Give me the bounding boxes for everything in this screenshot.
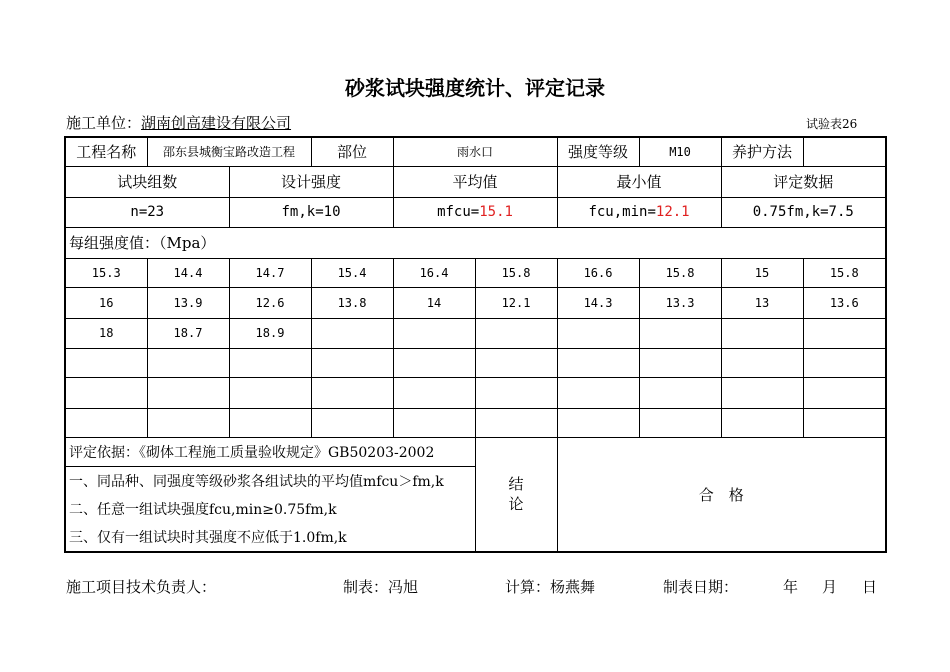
- strength-cell: [311, 377, 393, 408]
- strength-cell: [229, 348, 311, 377]
- basis-item-1: 一、同品种、同强度等级砂浆各组试块的平均值mfcu＞fm,k: [65, 466, 475, 495]
- part-value: 雨水口: [393, 137, 557, 166]
- stats-value-row: [65, 197, 886, 227]
- strength-cell: [147, 348, 229, 377]
- strength-cell: 13.3: [639, 287, 721, 318]
- strength-cell: [147, 377, 229, 408]
- stats-header-minimum: 最小值: [557, 166, 721, 197]
- footer-month: 月: [822, 578, 838, 596]
- strength-cell: 14: [393, 287, 475, 318]
- stats-header-design: 设计强度: [229, 166, 393, 197]
- strength-cell: 14.4: [147, 258, 229, 287]
- strength-cell: [311, 408, 393, 437]
- basis-item-3: 三、仅有一组试块时其强度不应低于1.0fm,k: [65, 523, 475, 552]
- strength-cell: 13.6: [803, 287, 886, 318]
- strength-cell: [721, 348, 803, 377]
- strength-row: [65, 348, 886, 377]
- strength-cell: [803, 377, 886, 408]
- stats-evaluation-value: 0.75fm,k=7.5: [721, 197, 886, 227]
- strength-cell: [639, 348, 721, 377]
- part-label: 部位: [311, 137, 393, 166]
- strength-grade-label: 强度等级: [557, 137, 639, 166]
- stats-header-evaluation: 评定数据: [721, 166, 886, 197]
- strength-cell: 15.3: [65, 258, 147, 287]
- stats-minimum-value: 12.1: [655, 204, 690, 220]
- curing-method-value: [803, 137, 886, 166]
- conclusion-label-char1: 结: [508, 475, 524, 493]
- strength-cell: [311, 348, 393, 377]
- conclusion-value: 合 格: [557, 437, 886, 552]
- strength-cell: [393, 318, 475, 348]
- page-title: 砂浆试块强度统计、评定记录: [345, 76, 605, 100]
- strength-cell: 16: [65, 287, 147, 318]
- stats-header-average: 平均值: [393, 166, 557, 197]
- strength-row: [65, 258, 886, 287]
- strength-cell: [721, 377, 803, 408]
- conclusion-label: [475, 437, 557, 552]
- strength-cell: [639, 377, 721, 408]
- strength-cell: [229, 408, 311, 437]
- group-strength-label: 每组强度值：（Mpa）: [65, 227, 886, 258]
- stats-count-value: n=23: [65, 197, 229, 227]
- strength-cell: [475, 348, 557, 377]
- form-number: 试验表26: [806, 117, 858, 131]
- strength-row: [65, 408, 886, 437]
- group-strength-label-row: [65, 227, 886, 258]
- stats-average-cell: [393, 197, 557, 227]
- stats-header-count: 试块组数: [65, 166, 229, 197]
- conclusion-label-char2: 论: [508, 495, 524, 513]
- strength-cell: [639, 408, 721, 437]
- strength-cell: 15.8: [475, 258, 557, 287]
- stats-average-prefix: mfcu=: [437, 204, 480, 220]
- strength-cell: 16.6: [557, 258, 639, 287]
- strength-cell: [557, 318, 639, 348]
- stats-minimum-prefix: fcu,min=: [588, 204, 656, 220]
- strength-cell: [65, 377, 147, 408]
- footer-date-label: 制表日期：: [663, 578, 739, 596]
- project-name-label: 工程名称: [65, 137, 147, 166]
- strength-cell: 12.1: [475, 287, 557, 318]
- strength-cell: [721, 408, 803, 437]
- basis-row: [65, 437, 886, 466]
- footer-tech-lead: 施工项目技术负责人：: [66, 578, 217, 596]
- strength-cell: [557, 377, 639, 408]
- strength-cell: [475, 408, 557, 437]
- footer-calculated-by: 计算：杨燕舞: [505, 578, 596, 596]
- strength-cell: [147, 408, 229, 437]
- strength-cell: [639, 318, 721, 348]
- stats-average-value: 15.1: [479, 204, 513, 220]
- stats-minimum-cell: [557, 197, 721, 227]
- strength-cell: 15.4: [311, 258, 393, 287]
- construction-unit-label: 施工单位：: [66, 114, 142, 132]
- strength-cell: 18.9: [229, 318, 311, 348]
- strength-cell: 18: [65, 318, 147, 348]
- project-name-value: 邵东县城衡宝路改造工程: [147, 137, 311, 166]
- stats-header-row: [65, 166, 886, 197]
- strength-cell: 14.7: [229, 258, 311, 287]
- basis-title: 评定依据：《砌体工程施工质量验收规定》GB50203-2002: [65, 437, 475, 466]
- strength-cell: [557, 348, 639, 377]
- construction-unit: [66, 112, 291, 133]
- strength-cell: [475, 318, 557, 348]
- strength-cell: 16.4: [393, 258, 475, 287]
- strength-cell: 14.3: [557, 287, 639, 318]
- strength-cell: [803, 318, 886, 348]
- strength-cell: 15.8: [639, 258, 721, 287]
- strength-cell: [803, 348, 886, 377]
- strength-grade-value: M10: [639, 137, 721, 166]
- curing-method-label: 养护方法: [721, 137, 803, 166]
- strength-cell: 13: [721, 287, 803, 318]
- footer-prepared-by: 制表：冯旭: [343, 578, 419, 596]
- strength-cell: 13.9: [147, 287, 229, 318]
- basis-item-2: 二、任意一组试块强度fcu,min≥0.75fm,k: [65, 495, 475, 523]
- construction-unit-value: 湖南创高建设有限公司: [141, 114, 292, 132]
- strength-cell: [65, 348, 147, 377]
- strength-row: [65, 318, 886, 348]
- strength-cell: 15.8: [803, 258, 886, 287]
- strength-cell: [393, 408, 475, 437]
- strength-cell: [721, 318, 803, 348]
- footer-day: 日: [862, 578, 878, 596]
- strength-cell: [229, 377, 311, 408]
- strength-cell: [311, 318, 393, 348]
- strength-cell: 15: [721, 258, 803, 287]
- strength-cell: [557, 408, 639, 437]
- strength-row: [65, 377, 886, 408]
- strength-cell: 12.6: [229, 287, 311, 318]
- strength-record-table: [64, 136, 887, 553]
- strength-cell: [65, 408, 147, 437]
- info-row: [65, 137, 886, 166]
- strength-cell: [393, 377, 475, 408]
- strength-cell: 18.7: [147, 318, 229, 348]
- strength-cell: 13.8: [311, 287, 393, 318]
- strength-cell: [475, 377, 557, 408]
- strength-cell: [393, 348, 475, 377]
- strength-cell: [803, 408, 886, 437]
- footer-year: 年: [783, 578, 799, 596]
- stats-design-value: fm,k=10: [229, 197, 393, 227]
- strength-row: [65, 287, 886, 318]
